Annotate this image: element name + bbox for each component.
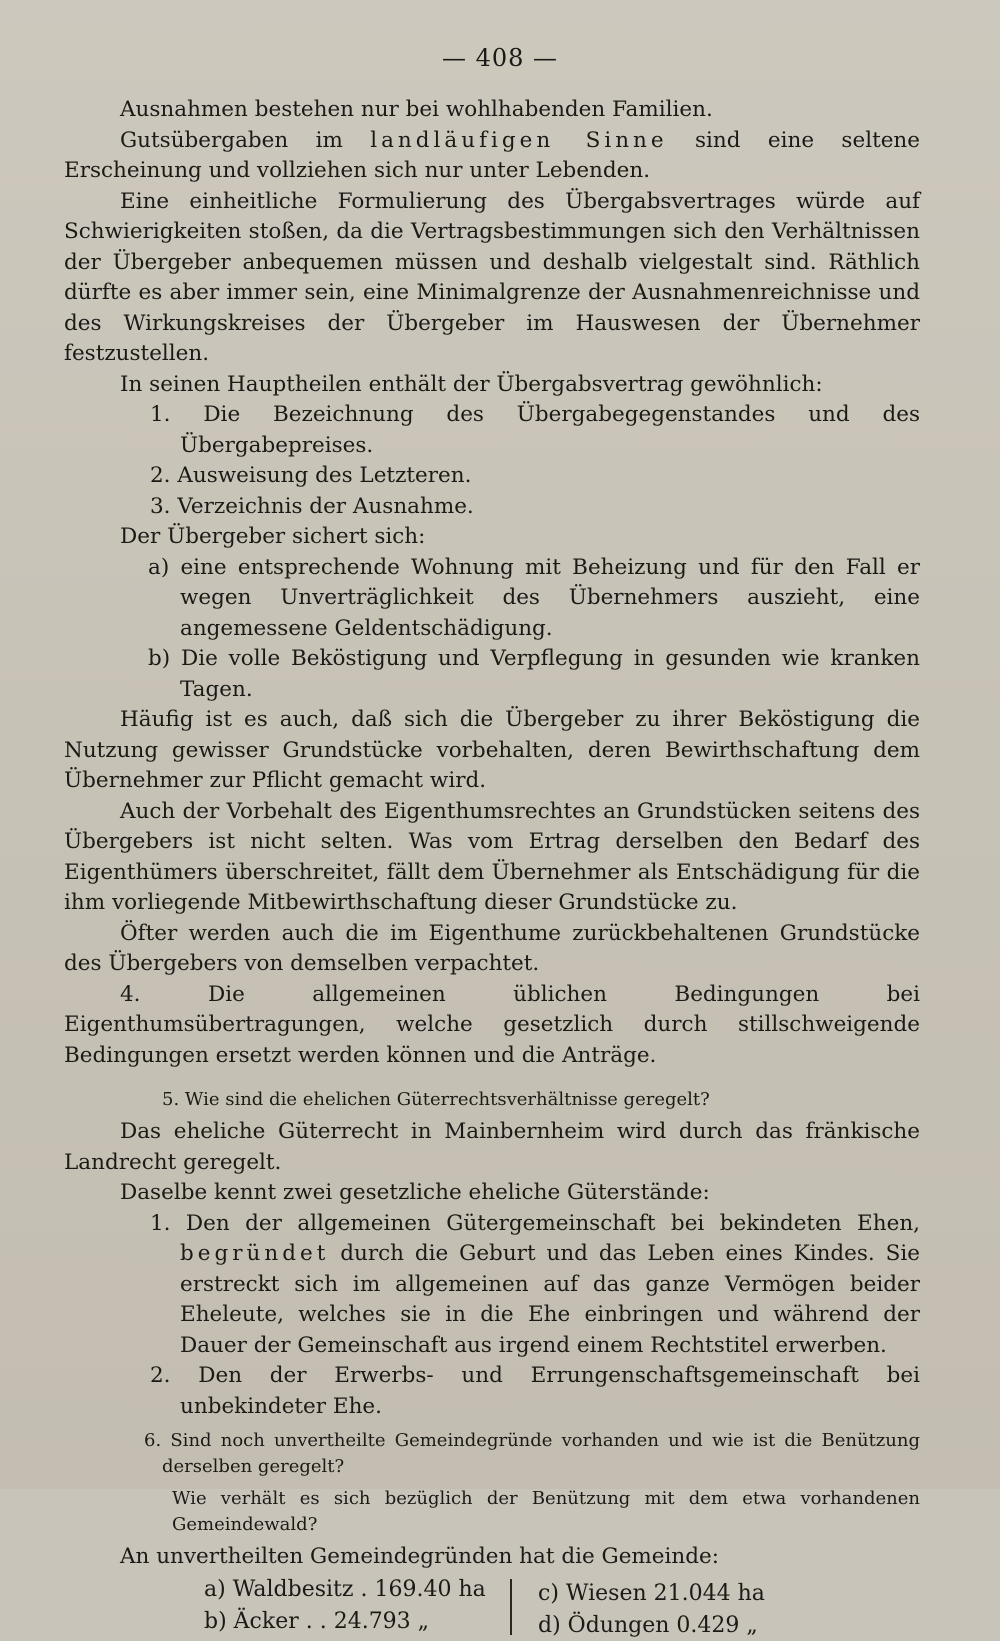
paragraph: Auch der Vorbehalt des Eigenthumsrechtes an Grundstücken seitens des Übergebers ist nicht selten. Was vom Ertrag derselben den Bedarf des Eigenthümers überschreitet, fällt dem Übernehmer als Entschädigung für die ihm vorliegende Mitbewirthschaftung dieser Grundstücke zu. [64, 797, 920, 919]
page-body [64, 95, 920, 1639]
list-item: 3. Verzeichnis der Ausnahme. [64, 492, 920, 523]
list-item: b) Die volle Beköstigung und Verpflegung in gesunden wie kranken Tagen. [64, 644, 920, 705]
column-divider [510, 1579, 512, 1635]
paragraph: Häufig ist es auch, daß sich die Übergeber zu ihrer Beköstigung die Nutzung gewisser Grundstücke vorbehalten, deren Bewirthschaftung dem Übernehmer zur Pflicht gemacht wird. [64, 705, 920, 797]
land-entry-meadows: c) Wiesen 21.044 ha [538, 1579, 765, 1610]
land-entry-wasteland: d) Ödungen 0.429 „ [538, 1611, 758, 1641]
paragraph: Das eheliche Güterrecht in Mainbernheim wird durch das fränkische Landrecht geregelt. [64, 1117, 920, 1178]
list-item: a) eine entsprechende Wohnung mit Beheizung und für den Fall er wegen Unverträglichkeit des Übernehmers auszieht, eine angemessene Geldentschädigung. [64, 553, 920, 645]
text-run: 1. Den der allgemeinen Gütergemeinschaft bei bekindeten Ehen, [150, 1211, 920, 1236]
list-item [64, 1209, 920, 1362]
paragraph: An unvertheilten Gemeindegründen hat die Gemeinde: [64, 1542, 920, 1573]
question-heading: 5. Wie sind die ehelichen Güterrechtsverhältnisse geregelt? [64, 1087, 920, 1113]
spaced-emphasis: begründet [180, 1241, 329, 1266]
list-item: 2. Den der Erwerbs- und Errungenschaftsgemeinschaft bei unbekindeter Ehe. [64, 1361, 920, 1422]
paragraph: Der Übergeber sichert sich: [64, 522, 920, 553]
text-run: Gutsübergaben im [120, 128, 343, 153]
paragraph: Daselbe kennt zwei gesetzliche eheliche Güterstände: [64, 1178, 920, 1209]
spaced-emphasis: landläufigen Sinne [370, 128, 667, 153]
question-heading: 6. Sind noch unvertheilte Gemeindegründe vorhanden und wie ist die Benützung derselben geregelt? [64, 1428, 920, 1480]
paragraph: In seinen Hauptheilen enthält der Übergabsvertrag gewöhnlich: [64, 370, 920, 401]
page-number: — 408 — [0, 44, 1000, 72]
list-item: 2. Ausweisung des Letzteren. [64, 461, 920, 492]
paragraph: Ausnahmen bestehen nur bei wohlhabenden Familien. [64, 95, 920, 126]
paragraph: Öfter werden auch die im Eigenthume zurückbehaltenen Grundstücke des Übergebers von demselben verpachtet. [64, 919, 920, 980]
list-item: 1. Die Bezeichnung des Übergabegegenstandes und des Übergabepreises. [64, 400, 920, 461]
paragraph: 4. Die allgemeinen üblichen Bedingungen bei Eigenthumsübertragungen, welche gesetzlich durch stillschweigende Bedingungen ersetzt werden können und die Anträge. [64, 980, 920, 1072]
land-entry-forest: a) Waldbesitz . 169.40 ha [204, 1575, 486, 1606]
land-entry-fields: b) Äcker . . 24.793 „ [204, 1607, 429, 1638]
land-table [64, 1575, 920, 1639]
paragraph [64, 126, 920, 187]
paragraph: Eine einheitliche Formulierung des Übergabsvertrages würde auf Schwierigkeiten stoßen, da die Vertragsbestimmungen sich den Verhältnissen der Übergeber anbequemen müssen und deshalb vielgestalt sind. Räthlich dürfte es aber immer sein, eine Minimalgrenze der Ausnahmenreichnisse und des Wirkungskreises der Übergeber im Hauswesen der Übernehmer festzustellen. [64, 187, 920, 370]
text-run: durch die Geburt und das Leben eines Kindes. Sie erstreckt sich im allgemeinen auf das ganze Vermögen beider Eheleute, welches sie in die Ehe einbringen und während der Dauer der Gemeinschaft aus irgend einem Rechtstitel erwerben. [180, 1241, 920, 1358]
sub-question: Wie verhält es sich bezüglich der Benützung mit dem etwa vorhandenen Gemeindewald? [64, 1486, 920, 1538]
text-run: sind eine seltene Erscheinung und vollziehen sich nur unter Lebenden. [64, 128, 920, 184]
